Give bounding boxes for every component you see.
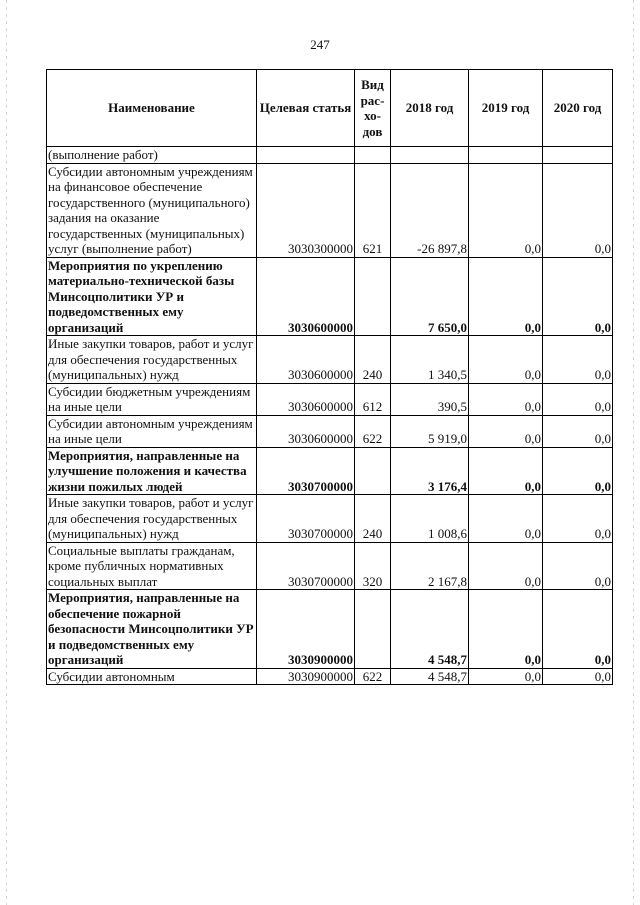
cell-expense-type: 240 [355, 336, 391, 384]
cell-2019: 0,0 [469, 668, 543, 685]
cell-2020: 0,0 [543, 163, 613, 257]
cell-2018: 1 008,6 [391, 495, 469, 543]
cell-2020: 0,0 [543, 495, 613, 543]
cell-2020: 0,0 [543, 383, 613, 415]
cell-2018: 4 548,7 [391, 590, 469, 669]
cell-2019: 0,0 [469, 415, 543, 447]
cell-expense-type: 621 [355, 163, 391, 257]
header-name: Наименование [47, 70, 257, 147]
table-row [47, 590, 613, 669]
cell-2019: 0,0 [469, 542, 543, 590]
table-row [47, 542, 613, 590]
cell-2020: 0,0 [543, 447, 613, 495]
cell-expense-type [355, 257, 391, 336]
table-row [47, 336, 613, 384]
cell-2020: 0,0 [543, 668, 613, 685]
cell-target-article: 3030600000 [257, 257, 355, 336]
scan-edge-left [6, 0, 7, 905]
cell-name: Социальные выплаты гражданам, кроме публичных нормативных социальных выплат [47, 542, 257, 590]
cell-2020: 0,0 [543, 336, 613, 384]
cell-2018: 390,5 [391, 383, 469, 415]
table-row [47, 147, 613, 164]
cell-2019: 0,0 [469, 495, 543, 543]
cell-2020: 0,0 [543, 590, 613, 669]
cell-name: Мероприятия, направленные на обеспечение пожарной безопасности Минсоцполитики УР и подведомственных ему организаций [47, 590, 257, 669]
cell-target-article: 3030600000 [257, 415, 355, 447]
cell-name: Иные закупки товаров, работ и услуг для обеспечения государственных (муниципальных) нужд [47, 495, 257, 543]
cell-2019: 0,0 [469, 447, 543, 495]
cell-name: Субсидии автономным учреждениям на финансовое обеспечение государственного (муниципального) задания на оказание государственных (муниципальных) услуг (выполнение работ) [47, 163, 257, 257]
cell-2019 [469, 147, 543, 164]
header-2020: 2020 год [543, 70, 613, 147]
cell-2018: -26 897,8 [391, 163, 469, 257]
cell-2019: 0,0 [469, 590, 543, 669]
header-2018: 2018 год [391, 70, 469, 147]
cell-2020: 0,0 [543, 257, 613, 336]
cell-2019: 0,0 [469, 383, 543, 415]
cell-target-article [257, 147, 355, 164]
cell-name: Субсидии бюджетным учреждениям на иные цели [47, 383, 257, 415]
cell-target-article: 3030700000 [257, 542, 355, 590]
cell-target-article: 3030900000 [257, 590, 355, 669]
cell-2018 [391, 147, 469, 164]
table-row [47, 495, 613, 543]
cell-2020 [543, 147, 613, 164]
cell-target-article: 3030900000 [257, 668, 355, 685]
budget-table [46, 69, 613, 685]
cell-2018: 2 167,8 [391, 542, 469, 590]
table-row [47, 383, 613, 415]
cell-2019: 0,0 [469, 257, 543, 336]
table-row [47, 668, 613, 685]
cell-expense-type: 320 [355, 542, 391, 590]
header-2019: 2019 год [469, 70, 543, 147]
table-row [47, 257, 613, 336]
cell-target-article: 3030600000 [257, 336, 355, 384]
header-target-article: Целевая статья [257, 70, 355, 147]
cell-2019: 0,0 [469, 163, 543, 257]
cell-expense-type [355, 590, 391, 669]
cell-2019: 0,0 [469, 336, 543, 384]
cell-2018: 7 650,0 [391, 257, 469, 336]
cell-expense-type [355, 447, 391, 495]
cell-2020: 0,0 [543, 415, 613, 447]
header-expense-type: Вид рас-хо-дов [355, 70, 391, 147]
cell-expense-type: 622 [355, 668, 391, 685]
cell-name: Мероприятия по укреплению материально-технической базы Минсоцполитики УР и подведомственных ему организаций [47, 257, 257, 336]
cell-name: Субсидии автономным [47, 668, 257, 685]
cell-expense-type: 622 [355, 415, 391, 447]
table-row [47, 447, 613, 495]
cell-2020: 0,0 [543, 542, 613, 590]
cell-name: Субсидии автономным учреждениям на иные цели [47, 415, 257, 447]
cell-expense-type: 612 [355, 383, 391, 415]
cell-target-article: 3030700000 [257, 447, 355, 495]
cell-target-article: 3030600000 [257, 383, 355, 415]
scan-edge-right [633, 0, 634, 905]
cell-expense-type: 240 [355, 495, 391, 543]
cell-name: Иные закупки товаров, работ и услуг для обеспечения государственных (муниципальных) нужд [47, 336, 257, 384]
cell-2018: 1 340,5 [391, 336, 469, 384]
table-header-row [47, 70, 613, 147]
cell-2018: 4 548,7 [391, 668, 469, 685]
page-number: 247 [310, 37, 330, 52]
cell-2018: 3 176,4 [391, 447, 469, 495]
table-row [47, 163, 613, 257]
cell-name: (выполнение работ) [47, 147, 257, 164]
cell-name: Мероприятия, направленные на улучшение положения и качества жизни пожилых людей [47, 447, 257, 495]
cell-target-article: 3030300000 [257, 163, 355, 257]
cell-expense-type [355, 147, 391, 164]
cell-2018: 5 919,0 [391, 415, 469, 447]
table-row [47, 415, 613, 447]
cell-target-article: 3030700000 [257, 495, 355, 543]
